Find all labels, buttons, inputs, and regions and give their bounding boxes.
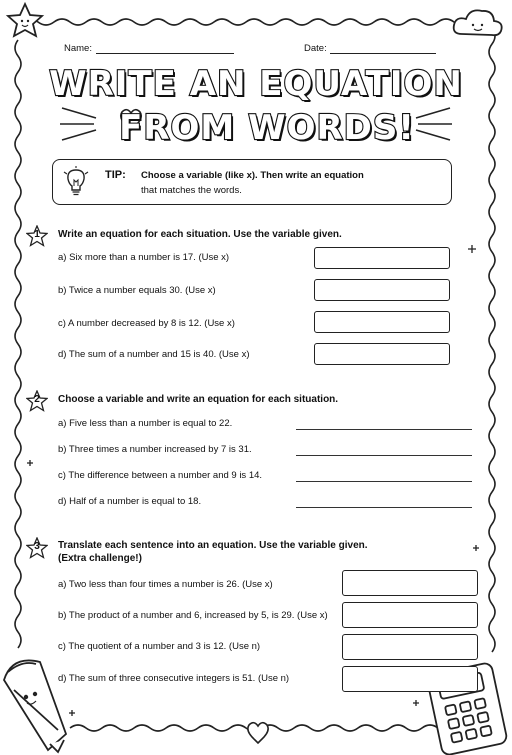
section1-item-b: b) Twice a number equals 30. (Use x) — [58, 285, 216, 296]
section3-heading-line1: Translate each sentence into an equation. Use the variable given. — [58, 540, 368, 551]
section2-item-a: a) Five less than a number is equal to 22. — [58, 418, 233, 429]
section1-item-d: d) The sum of a number and 15 is 40. (Use x) — [58, 349, 250, 360]
section2-item-d: d) Half of a number is equal to 18. — [58, 496, 202, 507]
lightbulb-icon — [63, 166, 89, 198]
section1-answer-box-b[interactable] — [314, 279, 450, 301]
date-label: Date: — [304, 43, 327, 54]
section3-answer-box-c[interactable] — [342, 634, 478, 660]
section1-number-badge — [26, 225, 48, 247]
section3-answer-box-d[interactable] — [342, 666, 478, 692]
section3-item-d: d) The sum of three consecutive integers is 51. (Use n) — [58, 673, 290, 684]
section3-item-a: a) Two less than four times a number is 26. (Use x) — [58, 579, 273, 590]
date-line[interactable] — [330, 53, 436, 54]
section2-number-badge — [26, 390, 48, 412]
cloud-doodle-icon — [454, 10, 502, 35]
section3-item-c: c) The quotient of a number and 3 is 12. (Use n) — [58, 641, 261, 652]
section2-item-c: c) The difference between a number and 9 is 14. — [58, 470, 263, 481]
star-doodle-icon — [8, 4, 42, 36]
section1-number: 1 — [34, 229, 40, 240]
bottom-heart-icon — [248, 723, 268, 743]
section2-answer-line-a[interactable] — [296, 429, 472, 430]
section1-answer-box-c[interactable] — [314, 311, 450, 333]
section1-heading: Write an equation for each situation. Use the variable given. — [58, 229, 342, 240]
section3-answer-box-a[interactable] — [342, 570, 478, 596]
section2-heading: Choose a variable and write an equation for each situation. — [58, 394, 339, 405]
tip-line1: Choose a variable (like x). Then write an equation — [141, 170, 364, 181]
section3-number: 3 — [34, 541, 40, 552]
title-line1: WRITE AN EQUATION — [49, 64, 463, 104]
section1-item-a: a) Six more than a number is 17. (Use x) — [58, 252, 230, 263]
section1-answer-box-a[interactable] — [314, 247, 450, 269]
tip-label: TIP: — [105, 169, 126, 181]
title-line2: FROM WORDS! — [119, 108, 415, 148]
tip-line2: that matches the words. — [141, 185, 242, 196]
section2-answer-line-b[interactable] — [296, 455, 472, 456]
section1-item-c: c) A number decreased by 8 is 12. (Use x) — [58, 318, 235, 329]
section2-answer-line-d[interactable] — [296, 507, 472, 508]
name-line[interactable] — [96, 53, 234, 54]
section2-item-b: b) Three times a number increased by 7 is 31. — [58, 444, 252, 455]
section1-answer-box-d[interactable] — [314, 343, 450, 365]
section2-answer-line-c[interactable] — [296, 481, 472, 482]
section3-answer-box-b[interactable] — [342, 602, 478, 628]
section2-number: 2 — [34, 394, 40, 405]
name-label: Name: — [64, 43, 92, 54]
tip-box — [52, 159, 452, 205]
pencil-doodle-icon — [4, 660, 66, 752]
section3-item-b: b) The product of a number and 6, increased by 5, is 29. (Use x) — [58, 610, 328, 621]
section3-number-badge — [26, 537, 48, 559]
section3-heading-line2: (Extra challenge!) — [58, 553, 142, 564]
